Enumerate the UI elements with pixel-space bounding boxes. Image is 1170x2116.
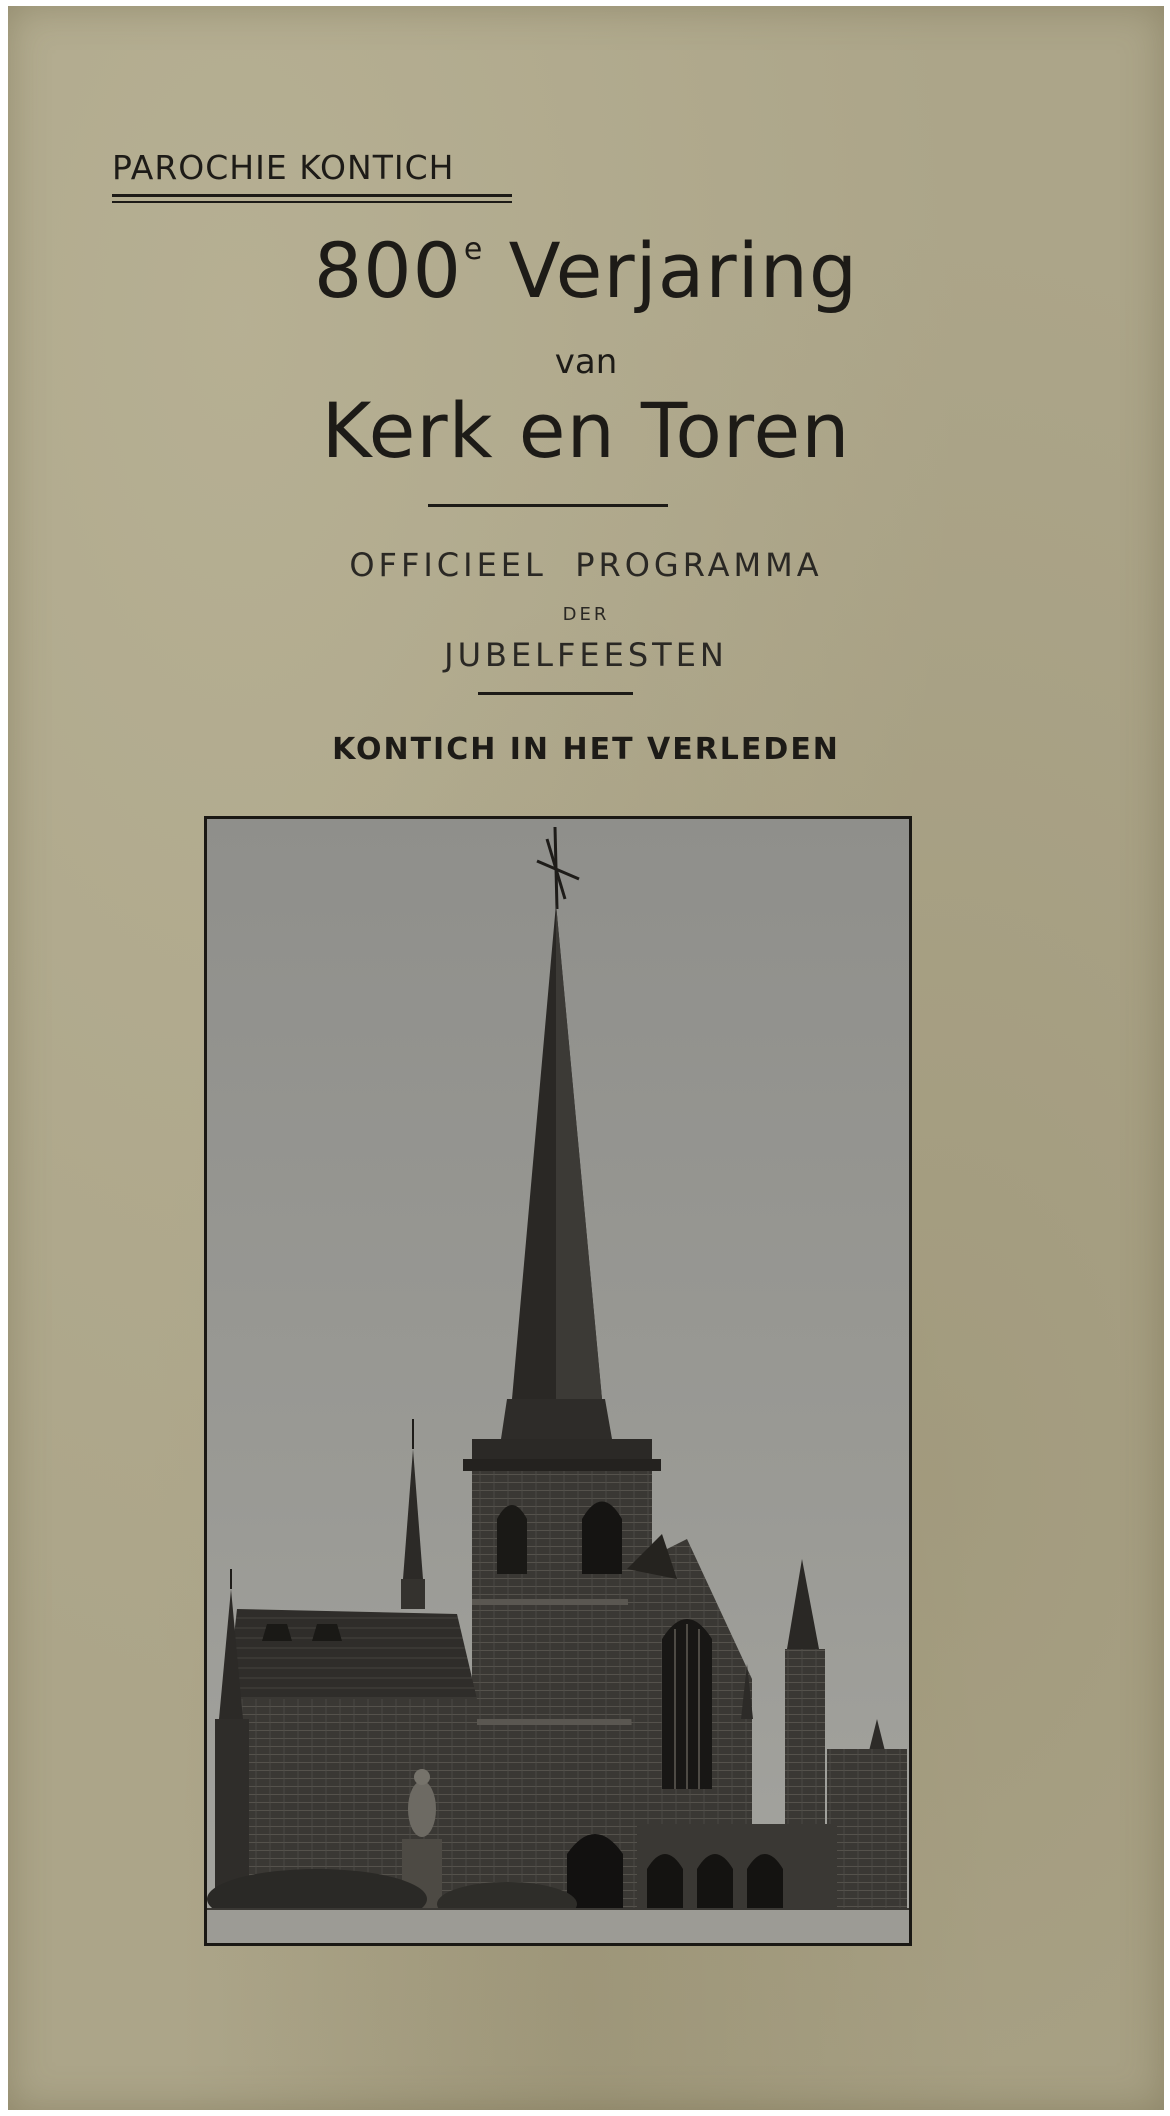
program-line-2: DER: [562, 604, 610, 625]
title-number: 800: [313, 226, 462, 315]
parish-heading: PAROCHIE KONTICH: [112, 148, 455, 187]
title-line-3: Kerk en Toren: [321, 386, 851, 475]
title-superscript: e: [463, 232, 484, 267]
program-line-3: JUBELFEESTEN: [444, 636, 728, 674]
divider-rule-2: [478, 692, 633, 695]
booklet-cover: [8, 6, 1164, 2110]
program-line-1: OFFICIEEL PROGRAMMA: [349, 546, 823, 584]
church-photograph: [204, 816, 912, 1946]
subtitle: KONTICH IN HET VERLEDEN: [332, 732, 840, 767]
parish-underline: [112, 194, 512, 203]
title-line-1: [8, 226, 1164, 315]
title-word: Verjaring: [508, 226, 859, 315]
church-illustration: [207, 819, 909, 1943]
divider-rule-1: [428, 504, 668, 507]
title-van: van: [554, 342, 618, 382]
